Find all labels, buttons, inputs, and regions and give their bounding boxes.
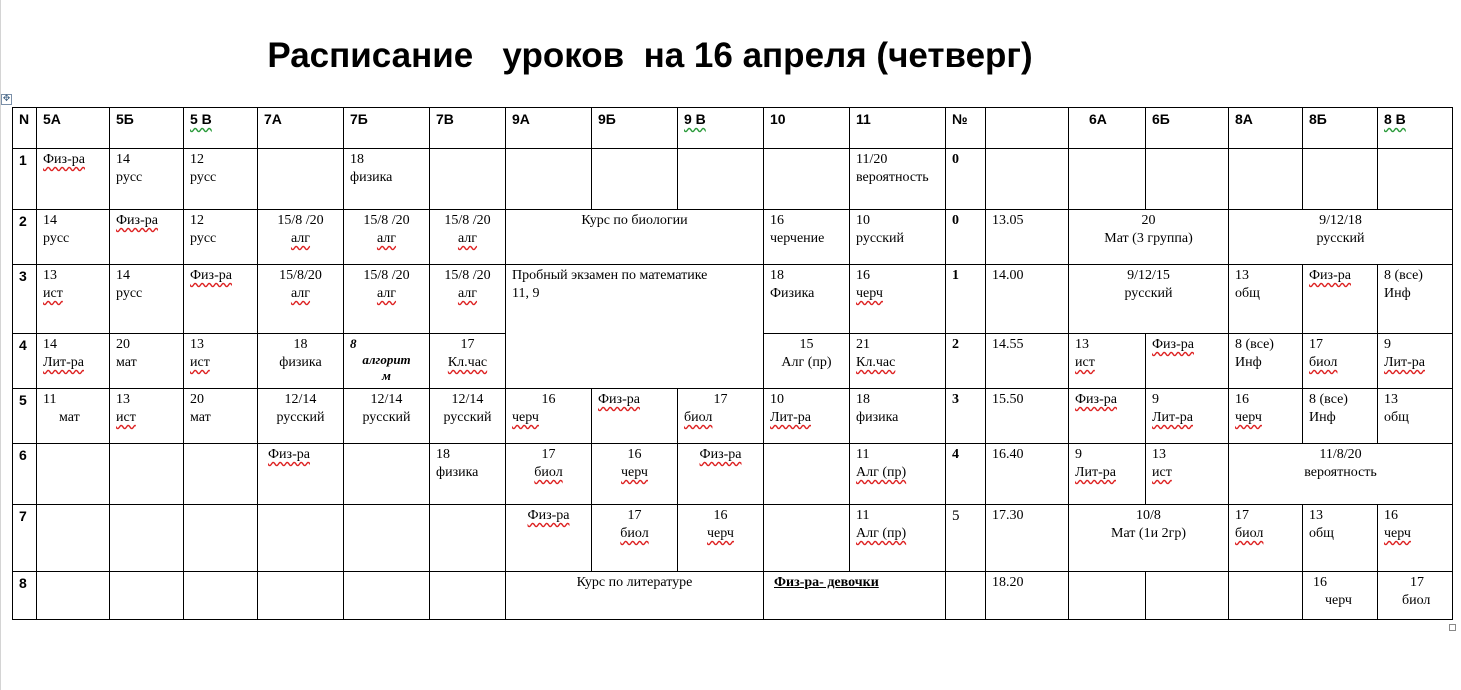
table-resize-handle-icon[interactable] <box>1449 624 1456 631</box>
cell-7v <box>430 149 506 210</box>
lesson-number: 4 <box>13 334 37 389</box>
cell-5a: 14 Лит-ра <box>37 334 110 389</box>
header-7b: 7Б <box>344 108 430 149</box>
header-n: N <box>13 108 37 149</box>
cell-9a: 16 черч <box>506 389 592 444</box>
cell-10 <box>764 505 850 572</box>
cell-5b <box>110 444 184 505</box>
header-7v: 7В <box>430 108 506 149</box>
cell-8b: 16 черч <box>1303 572 1378 620</box>
lesson-row <box>13 265 1453 334</box>
cell-8b: 17 биол <box>1303 334 1378 389</box>
cell-9b: 16 черч <box>592 444 678 505</box>
cell-6b <box>1146 572 1229 620</box>
cell-7b <box>344 444 430 505</box>
cell-9a: Физ-ра <box>506 505 592 572</box>
cell-7a: Физ-ра <box>258 444 344 505</box>
lesson-no: 5 <box>946 505 986 572</box>
cell-7b: 12/14 русский <box>344 389 430 444</box>
cell-5b: 14 русс <box>110 265 184 334</box>
lesson-row <box>13 505 1453 572</box>
cell-10: 10 Лит-ра <box>764 389 850 444</box>
header-11: 11 <box>850 108 946 149</box>
cell-5v: 20 мат <box>184 389 258 444</box>
literature-course-cell: Курс по литературе <box>506 572 764 620</box>
cell-7a: 18 физика <box>258 334 344 389</box>
lesson-number: 8 <box>13 572 37 620</box>
cell-5v: Физ-ра <box>184 265 258 334</box>
cell-5b: 13 ист <box>110 389 184 444</box>
cell-8b: 8 (все) Инф <box>1303 389 1378 444</box>
cell-time: 15.50 <box>986 389 1069 444</box>
cell-8a: 17 биол <box>1229 505 1303 572</box>
cell-6b: 13 ист <box>1146 444 1229 505</box>
cell-8a: 16 черч <box>1229 389 1303 444</box>
cell-11: 11/20 вероятность <box>850 149 946 210</box>
cell-time: 14.55 <box>986 334 1069 389</box>
cell-8b: Физ-ра <box>1303 265 1378 334</box>
header-8a: 8А <box>1229 108 1303 149</box>
lesson-no: 0 <box>946 149 986 210</box>
cell-5b: Физ-ра <box>110 210 184 265</box>
cell-6ab: 10/8 Мат (1и 2гр) <box>1069 505 1229 572</box>
cell-6a <box>1069 149 1146 210</box>
cell-6ab: 20 Мат (3 группа) <box>1069 210 1229 265</box>
girls-pe-cell: Физ-ра- девочки <box>764 572 946 620</box>
cell-5v: 12 русс <box>184 210 258 265</box>
header-8v: 8 В <box>1378 108 1453 149</box>
header-5b: 5Б <box>110 108 184 149</box>
lesson-row <box>13 389 1453 444</box>
cell-9v: Физ-ра <box>678 444 764 505</box>
header-5a: 5А <box>37 108 110 149</box>
cell-8v: 13 общ <box>1378 389 1453 444</box>
cell-11: 21 Кл.час <box>850 334 946 389</box>
cell-time <box>986 149 1069 210</box>
cell-7v: 17 Кл.час <box>430 334 506 389</box>
cell-5a <box>37 444 110 505</box>
cell-7b <box>344 572 430 620</box>
cell-10: 15 Алг (пр) <box>764 334 850 389</box>
cell-6a: 13 ист <box>1069 334 1146 389</box>
header-9a: 9А <box>506 108 592 149</box>
cell-5a: 13 ист <box>37 265 110 334</box>
cell-8b: 13 общ <box>1303 505 1378 572</box>
cell-6b: 9 Лит-ра <box>1146 389 1229 444</box>
cell-8a: 13 общ <box>1229 265 1303 334</box>
cell-6b <box>1146 149 1229 210</box>
cell-time: 13.05 <box>986 210 1069 265</box>
cell-5b <box>110 572 184 620</box>
cell-11: 16 черч <box>850 265 946 334</box>
table-move-handle-icon[interactable]: ✥ <box>2 94 11 104</box>
cell-5a: Физ-ра <box>37 149 110 210</box>
cell-5v <box>184 572 258 620</box>
cell-5v <box>184 505 258 572</box>
cell-8a: 8 (все) Инф <box>1229 334 1303 389</box>
cell-7b: 8 алгорит м <box>344 334 430 389</box>
cell-6a: Физ-ра <box>1069 389 1146 444</box>
cell-5v: 13 ист <box>184 334 258 389</box>
cell-8b <box>1303 149 1378 210</box>
header-5v: 5 В <box>184 108 258 149</box>
header-7a: 7А <box>258 108 344 149</box>
cell-time: 17.30 <box>986 505 1069 572</box>
cell-8v: 9 Лит-ра <box>1378 334 1453 389</box>
cell-10: 16 черчение <box>764 210 850 265</box>
cell-11: 10 русский <box>850 210 946 265</box>
cell-6a: 9 Лит-ра <box>1069 444 1146 505</box>
cell-10 <box>764 149 850 210</box>
lesson-no <box>946 572 986 620</box>
cell-5b: 14 русс <box>110 149 184 210</box>
cell-8v: 8 (все) Инф <box>1378 265 1453 334</box>
lesson-row <box>13 444 1453 505</box>
cell-5a: 14 русс <box>37 210 110 265</box>
cell-11: 11 Алг (пр) <box>850 505 946 572</box>
cell-8v <box>1378 149 1453 210</box>
math-exam-cell: Пробный экзамен по математике 11, 9 <box>506 265 764 389</box>
cell-6ab: 9/12/15 русский <box>1069 265 1229 334</box>
cell-time: 16.40 <box>986 444 1069 505</box>
cell-11: 18 физика <box>850 389 946 444</box>
lesson-no: 4 <box>946 444 986 505</box>
cell-7b: 15/8 /20 алг <box>344 210 430 265</box>
lesson-no: 2 <box>946 334 986 389</box>
header-9b: 9Б <box>592 108 678 149</box>
lesson-number: 3 <box>13 265 37 334</box>
cell-5v: 12 русс <box>184 149 258 210</box>
cell-8v: 17 биол <box>1378 572 1453 620</box>
cell-7v: 12/14 русский <box>430 389 506 444</box>
lesson-row <box>13 572 1453 620</box>
cell-7a <box>258 505 344 572</box>
lesson-number: 2 <box>13 210 37 265</box>
cell-7a: 15/8/20 алг <box>258 265 344 334</box>
cell-7b: 18 физика <box>344 149 430 210</box>
cell-10 <box>764 444 850 505</box>
cell-9b: 17 биол <box>592 505 678 572</box>
cell-8all: 9/12/18 русский <box>1229 210 1453 265</box>
cell-8v: 16 черч <box>1378 505 1453 572</box>
cell-9v: 17 биол <box>678 389 764 444</box>
cell-8a <box>1229 149 1303 210</box>
cell-5b: 20 мат <box>110 334 184 389</box>
cell-11: 11 Алг (пр) <box>850 444 946 505</box>
cell-time: 14.00 <box>986 265 1069 334</box>
header-time <box>986 108 1069 149</box>
cell-9a <box>506 149 592 210</box>
cell-5a <box>37 505 110 572</box>
lesson-row <box>13 210 1453 265</box>
cell-7a: 15/8 /20 алг <box>258 210 344 265</box>
cell-5a: 11 мат <box>37 389 110 444</box>
cell-9v <box>678 149 764 210</box>
header-6a: 6А <box>1069 108 1146 149</box>
cell-9b: Физ-ра <box>592 389 678 444</box>
header-no: № <box>946 108 986 149</box>
lesson-number: 1 <box>13 149 37 210</box>
cell-7a <box>258 149 344 210</box>
cell-7b: 15/8 /20 алг <box>344 265 430 334</box>
biology-course-cell: Курс по биологии <box>506 210 764 265</box>
header-8b: 8Б <box>1303 108 1378 149</box>
lesson-row <box>13 149 1453 210</box>
schedule-table <box>12 107 1453 620</box>
lesson-no: 3 <box>946 389 986 444</box>
cell-7v <box>430 505 506 572</box>
cell-5a <box>37 572 110 620</box>
header-6b: 6Б <box>1146 108 1229 149</box>
cell-8all: 11/8/20 вероятность <box>1229 444 1453 505</box>
cell-9v: 16 черч <box>678 505 764 572</box>
cell-7a <box>258 572 344 620</box>
cell-6b: Физ-ра <box>1146 334 1229 389</box>
cell-8a <box>1229 572 1303 620</box>
cell-5v <box>184 444 258 505</box>
lesson-number: 5 <box>13 389 37 444</box>
cell-7a: 12/14 русский <box>258 389 344 444</box>
lesson-no: 1 <box>946 265 986 334</box>
lesson-number: 6 <box>13 444 37 505</box>
cell-10: 18 Физика <box>764 265 850 334</box>
cell-6a <box>1069 572 1146 620</box>
lesson-no: 0 <box>946 210 986 265</box>
cell-7v <box>430 572 506 620</box>
header-10: 10 <box>764 108 850 149</box>
cell-7v: 18 физика <box>430 444 506 505</box>
cell-9a: 17 биол <box>506 444 592 505</box>
lesson-number: 7 <box>13 505 37 572</box>
cell-5b <box>110 505 184 572</box>
cell-7v: 15/8 /20 алг <box>430 210 506 265</box>
cell-7v: 15/8 /20 алг <box>430 265 506 334</box>
cell-time: 18.20 <box>986 572 1069 620</box>
header-row <box>13 108 1453 149</box>
header-9v: 9 В <box>678 108 764 149</box>
cell-9b <box>592 149 678 210</box>
page-title: Расписание уроков на 16 апреля (четверг) <box>267 36 1033 75</box>
cell-7b <box>344 505 430 572</box>
